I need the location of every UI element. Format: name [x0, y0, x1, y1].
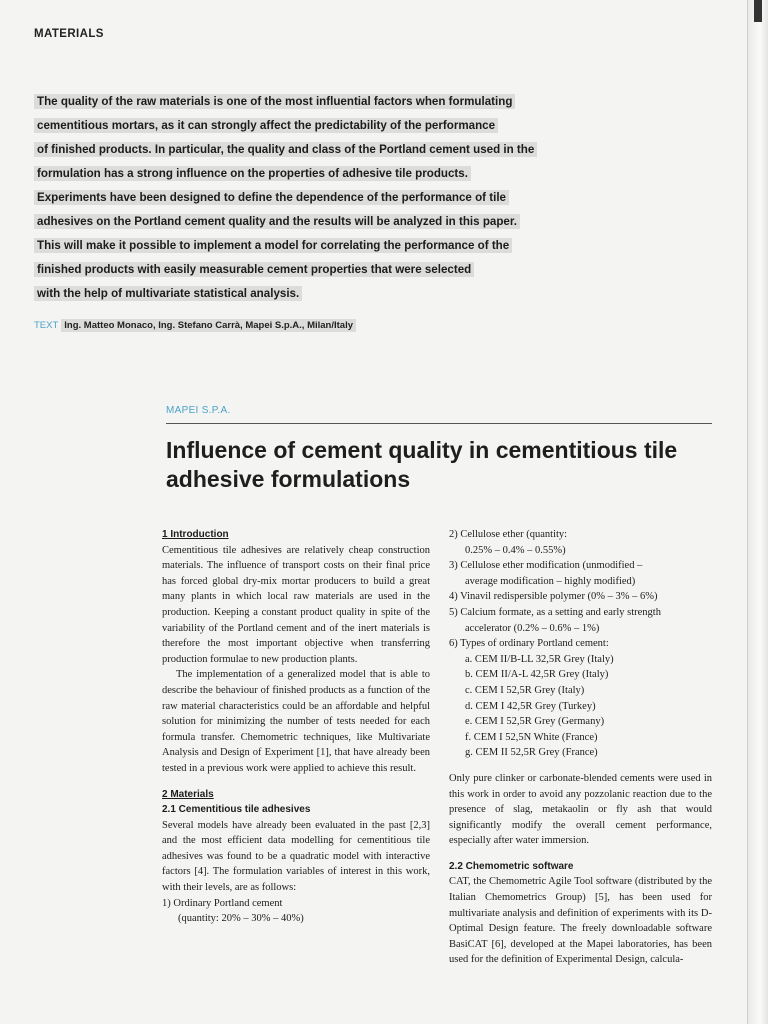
subsection-heading: 2.1 Cementitious tile adhesives: [162, 804, 311, 816]
intro-heading: 1 Introduction: [162, 529, 229, 540]
abstract: [34, 92, 594, 308]
list-item: 2) Cellulose ether (quantity:: [449, 529, 568, 540]
credit-tag: TEXT: [34, 320, 59, 331]
company-label: MAPEI S.P.A.: [166, 405, 231, 416]
divider: [166, 423, 712, 424]
credit-authors: Ing. Matteo Monaco, Ing. Stefano Carrà, Mapei S.p.A., Milan/Italy: [61, 319, 356, 332]
abstract-line: formulation has a strong influence on the properties of adhesive tile products.: [34, 164, 594, 183]
clinker-paragraph: Only pure clinker or carbonate-blended cements were used in this work in order to avoid any pozzolanic reaction due to the presence of slag, metakaolin or fly ash that would significantly modify the overall cement performance, especially after water immersion.: [449, 772, 712, 847]
list-item: 6) Types of ordinary Portland cement:: [449, 638, 609, 650]
list-item: 1) Ordinary Portland cement: [162, 897, 283, 909]
list-item: 4) Vinavil redispersible polymer (0% – 3% – 6%): [449, 591, 658, 603]
cement-type: d. CEM I 42,5R Grey (Turkey): [465, 700, 596, 712]
software-heading: 2.2 Chemometric software: [449, 860, 574, 872]
cement-type: f. CEM I 52,5N White (France): [465, 731, 598, 743]
page-edge: [747, 0, 768, 1024]
abstract-line: The quality of the raw materials is one of the most influential factors when formulating: [34, 92, 594, 111]
list-item: 5) Calcium formate, as a setting and early strength: [449, 606, 661, 618]
section-label: MATERIALS: [34, 28, 104, 40]
list-item-detail: 0.25% – 0.4% – 0.55%): [465, 544, 566, 556]
abstract-line: This will make it possible to implement a model for correlating the performance of the: [34, 236, 594, 255]
article-title: Influence of cement quality in cementitious tile adhesive formulations: [166, 437, 678, 492]
abstract-line: adhesives on the Portland cement quality and the results will be analyzed in this paper.: [34, 212, 594, 231]
intro-paragraph-2: The implementation of a generalized model that is able to describe the behaviour of finished products as a function of the raw material characteristics could be an affordable and helpful solution for minimizing the number of tests needed for each formula transfer. Chemometric techniques, like Multivariate Analysis and Design of Experiment [1], that have already been tested in a previous work were applied to achieve this result.: [162, 669, 430, 774]
author-credit: [34, 320, 356, 331]
right-column: [449, 527, 712, 968]
abstract-line: with the help of multivariate statistical analysis.: [34, 284, 594, 303]
cement-type: e. CEM I 52,5R Grey (Germany): [465, 716, 605, 728]
abstract-line: of finished products. In particular, the quality and class of the Portland cement used in the: [34, 140, 594, 159]
abstract-line: Experiments have been designed to define the dependence of the performance of tile: [34, 188, 594, 207]
abstract-line: finished products with easily measurable cement properties that were selected: [34, 260, 594, 279]
cement-type: g. CEM II 52,5R Grey (France): [465, 747, 598, 759]
materials-heading: 2 Materials: [162, 788, 214, 800]
cement-type: c. CEM I 52,5R Grey (Italy): [465, 684, 585, 696]
list-item-detail: average modification – highly modified): [465, 575, 636, 587]
software-paragraph: CAT, the Chemometric Agile Tool software (distributed by the Italian Chemometrics Group) [5], has been used for multivariate analysis and definition of experiments with its D-Optimal Design feature. The freely downloadable software BasiCAT [6], developed at the Mapei laboratories, has been used for the definition of Experimental Design, calcula-: [449, 876, 712, 966]
binder-clip: [754, 0, 762, 22]
list-item: 3) Cellulose ether modification (unmodified –: [449, 560, 643, 572]
left-column: [162, 527, 430, 927]
list-item-detail: accelerator (0.2% – 0.6% – 1%): [465, 622, 600, 634]
materials-paragraph: Several models have already been evaluated in the past [2,3] and the most efficient data modelling for cementitious tile adhesives was found to be a quadratic model with interactive factors [4]. The formulation variables of interest in this work, with their levels, are as follows:: [162, 819, 430, 894]
list-item-detail: (quantity: 20% – 30% – 40%): [178, 913, 304, 925]
cement-type: b. CEM II/A-L 42,5R Grey (Italy): [465, 669, 609, 681]
cement-type: a. CEM II/B-LL 32,5R Grey (Italy): [465, 653, 614, 665]
intro-paragraph: Cementitious tile adhesives are relatively cheap construction materials. The influence of transport costs on their final price has forced global dry-mix mortar producers to build a great many plants in which local raw materials are used in the production. Keeping a constant product quality in spite of the variability of the Portland cement and of the inert materials is therefore the most important objective when transferring production formulae to new production plants.: [162, 544, 430, 665]
abstract-line: cementitious mortars, as it can strongly affect the predictability of the performance: [34, 116, 594, 135]
